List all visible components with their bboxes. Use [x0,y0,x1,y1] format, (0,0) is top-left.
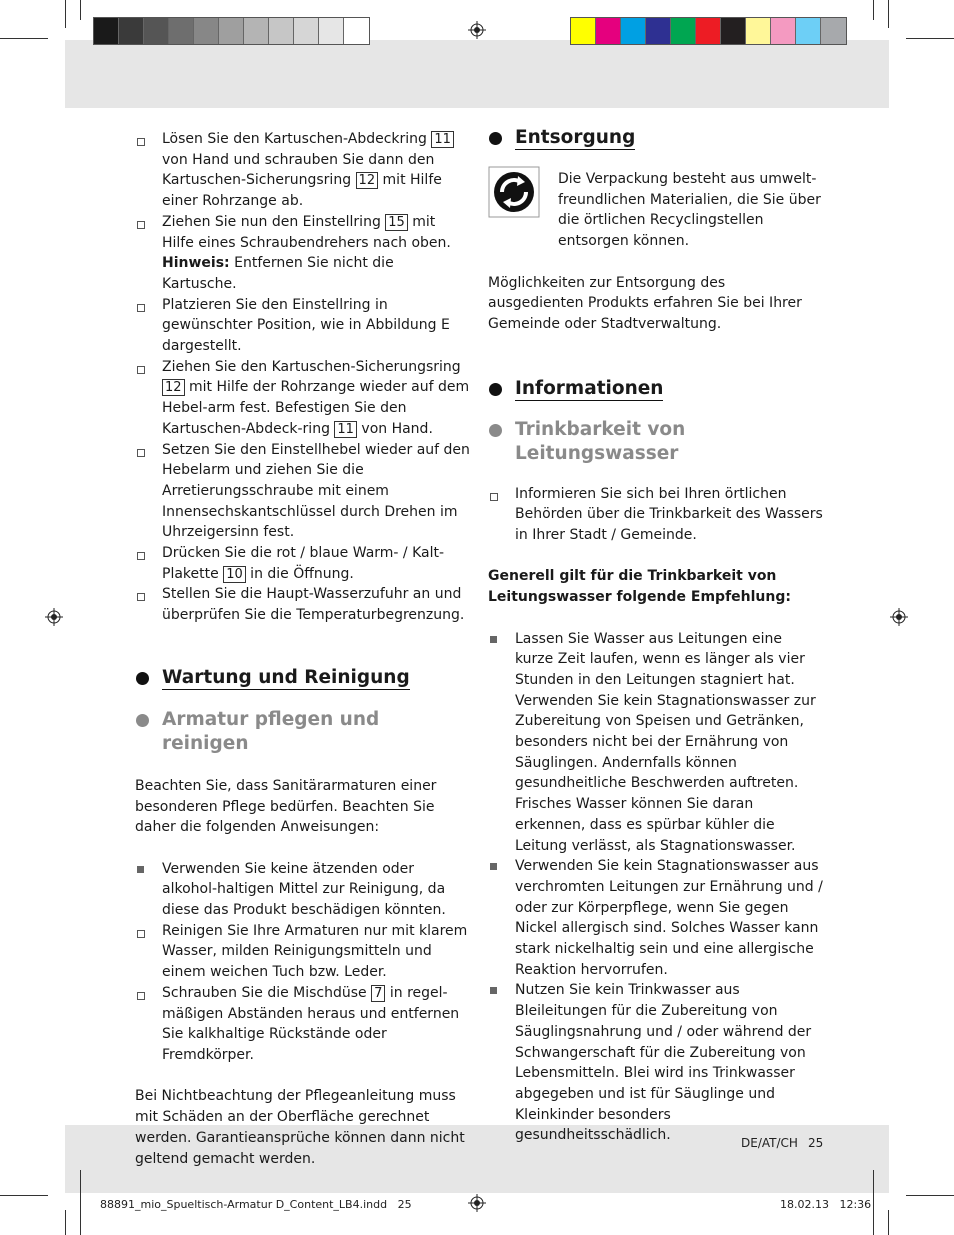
gray-color-bar [93,17,370,45]
open-square-bullet-icon [137,930,145,938]
heading-informationen: Informationen [488,377,823,401]
part-number-box: 11 [334,421,357,438]
list-item [135,921,470,983]
list-text: in regel-mäßigen Abständen heraus und entfernen Sie kalkhaltige Rückstände oder Fremdkörper. [162,984,460,1063]
open-square-bullet-icon [137,449,145,457]
color-swatch [94,18,119,44]
list-item [135,543,470,584]
color-swatch [696,18,721,44]
list-text: Reinigen Sie Ihre Armaturen nur mit klarem Wasser, milden Reinigungsmitteln und einem weichen Tuch bzw. Leder. [162,922,468,981]
color-swatch [194,18,219,44]
recommendation-note: Generell gilt für die Trinkbarkeit von Leitungswasser folgende Empfehlung: [488,568,791,606]
process-color-bar [570,17,847,45]
list-item [135,859,470,921]
part-number-box: 12 [162,379,185,396]
color-swatch [771,18,796,44]
color-swatch [294,18,319,44]
crop-mark [0,38,48,39]
list-item [488,856,823,980]
list-item [135,357,470,440]
color-swatch [344,18,369,44]
registration-mark-icon [468,21,486,39]
crop-mark [906,38,954,39]
part-number-box: 10 [223,566,246,583]
open-square-bullet-icon [137,593,145,601]
filled-square-bullet-icon [490,636,497,643]
list-text: Ziehen Sie nun den Einstellring [162,213,386,230]
color-swatch [671,18,696,44]
open-square-bullet-icon [137,304,145,312]
open-square-bullet-icon [137,366,145,374]
list-item [135,440,470,544]
part-number-box: 7 [371,985,385,1002]
disposal-text: Möglichkeiten zur Entsorgung des ausgedienten Produkts erfahren Sie bei Ihrer Gemeinde oder Stadtverwaltung. [488,274,802,332]
list-item [488,484,823,546]
info-list [488,484,823,546]
list-text: Verwenden Sie keine ätzenden oder alkohol-haltigen Mittel zur Reinigung, da diese das Produkt beschädigen könnten. [162,860,446,919]
page-number: 25 [808,1136,824,1150]
list-item [135,584,470,625]
list-text: Lassen Sie Wasser aus Leitungen eine kurze Zeit laufen, wenn es länger als vier Stunden in den Leitungen stagniert hat. Verwenden Sie kein Stagnationswasser zur Zubereitung von Speisen und Getränken, besonders nicht bei der Ernährung von Säuglingen. Andernfalls können gesundheitliche Beschwerden auftreten. Frisches Wasser können Sie daran erkennen, dass es spürbar kühler die Leitung verlässt, als Stagnationswasser. [515,630,816,854]
care-outro: Bei Nichtbeachtung der Pflegeanleitung muss mit Schäden an der Oberfläche gerechnet werden. Garantieansprüche können dann nicht geltend gemacht werden. [135,1088,465,1167]
list-text: Informieren Sie sich bei Ihren örtlichen Behörden über die Trinkbarkeit des Wassers in Ihrer Stadt / Gemeinde. [515,485,823,544]
list-item [135,129,470,212]
locale-label: DE/AT/CH [741,1136,798,1150]
list-text: mit Hilfe eines Schraubendrehers nach oben. [162,213,451,251]
list-item [488,629,823,857]
heading-trinkbarkeit: Trinkbarkeit von Leitungswasser [488,418,823,466]
hint-label: Hinweis: [162,255,230,272]
part-number-box: 11 [431,131,454,148]
part-number-box: 12 [356,172,379,189]
filled-square-bullet-icon [137,866,144,873]
crop-mark [65,0,66,28]
crop-mark [65,1210,66,1235]
list-item [135,212,470,295]
crop-mark [873,1170,874,1235]
crop-mark [906,1195,954,1196]
open-square-bullet-icon [137,138,145,146]
crop-mark [888,1210,889,1235]
color-swatch [144,18,169,44]
list-text: von Hand und schrauben Sie dann den Kartuschen-Sicherungsring [162,151,435,189]
crop-mark [80,0,81,20]
header-band [65,40,889,108]
crop-mark [888,0,889,28]
list-text: Platzieren Sie den Einstellring in gewünschter Position, wie in Abbildung E dargestellt. [162,296,450,355]
color-swatch [821,18,846,44]
filled-square-bullet-icon [490,987,497,994]
recommendation-list [488,629,823,1147]
color-swatch [219,18,244,44]
list-item [135,983,470,1066]
color-swatch [596,18,621,44]
steps-list [135,129,470,626]
heading-armatur: Armatur pflegen und reinigen [135,708,470,756]
bullet-dot-icon [136,714,149,727]
list-text: Entfernen Sie nicht die Kartusche. [162,255,394,292]
left-column [135,129,470,1169]
color-swatch [244,18,269,44]
bullet-dot-icon [136,672,149,685]
registration-mark-icon [890,608,908,626]
care-list [135,859,470,1066]
list-text: mit Hilfe der Rohrzange wieder auf dem Hebel-arm fest. Befestigen Sie den Kartuschen-Abdeck-ring [162,379,470,437]
list-text: von Hand. [356,420,433,437]
heading-entsorgung: Entsorgung [488,126,823,150]
open-square-bullet-icon [137,992,145,1000]
right-column [488,126,823,1146]
open-square-bullet-icon [137,552,145,560]
list-item [488,980,823,1146]
list-text: Drücken Sie die rot / blaue Warm- / Kalt-Plakette [162,545,445,582]
color-swatch [571,18,596,44]
open-square-bullet-icon [137,221,145,229]
crop-mark [0,1195,48,1196]
indd-filename: 88891_mio_Spueltisch-Armatur D_Content_LB4.indd 25 [100,1198,412,1211]
color-swatch [621,18,646,44]
color-swatch [319,18,344,44]
part-number-box: 15 [385,214,408,231]
recycling-block [488,169,823,252]
list-text: Lösen Sie den Kartuschen-Abdeckring [162,131,432,147]
green-dot-recycling-icon [488,166,540,218]
list-text: Setzen Sie den Einstellhebel wieder auf den Hebelarm und ziehen Sie die Arretierungsschraube mit einem Innensechskantschlüssel durch Drehen im Uhrzeigersinn fest. [162,441,470,541]
list-item [135,295,470,357]
open-square-bullet-icon [490,493,498,501]
list-text: Nutzen Sie kein Trinkwasser aus Bleileitungen für die Zubereitung von Säuglingsnahrung und / oder während der Schwangerschaft für die Zubereitung von Lebensmitteln. Blei wird ins Trinkwasser abgegeben und ist für Säuglinge und Kleinkinder besonders gesundheitsschädlich. [515,982,812,1144]
list-text: in die Öffnung. [245,565,354,582]
bullet-dot-icon [489,383,502,396]
heading-wartung: Wartung und Reinigung [135,666,470,690]
list-text: Schrauben Sie die Mischdüse [162,984,372,1001]
registration-mark-icon [468,1194,486,1212]
list-text: mit Hilfe einer Rohrzange ab. [162,172,442,210]
crop-mark [80,1170,81,1235]
registration-mark-icon [45,608,63,626]
crop-mark [873,0,874,20]
list-text: Stellen Sie die Haupt-Wasserzufuhr an und überprüfen Sie die Temperaturbegrenzung. [162,586,465,624]
color-swatch [169,18,194,44]
color-swatch [746,18,771,44]
list-text: Ziehen Sie den Kartuschen-Sicherungsring [162,358,461,375]
color-swatch [269,18,294,44]
list-text: Verwenden Sie kein Stagnationswasser aus verchromten Leitungen zur Ernährung und / oder zur Körperpflege, wenn Sie gegen Nickel allergisch sind. Solches Wasser kann stark nickelhaltig sein und eine allergische Reaktion hervorrufen. [515,858,823,978]
color-swatch [721,18,746,44]
color-swatch [796,18,821,44]
care-intro: Beachten Sie, dass Sanitärarmaturen einer besonderen Pflege bedürfen. Beachten Sie daher die folgenden Anweisungen: [135,777,437,836]
bullet-dot-icon [489,132,502,145]
print-date: 18.02.13 12:36 [780,1198,872,1211]
color-swatch [119,18,144,44]
color-swatch [646,18,671,44]
bullet-dot-icon [489,424,502,437]
filled-square-bullet-icon [490,863,497,870]
recycling-text: Die Verpackung besteht aus umwelt-freundlichen Materialien, die Sie über die örtlichen Recyclingstellen entsorgen können. [558,171,821,250]
